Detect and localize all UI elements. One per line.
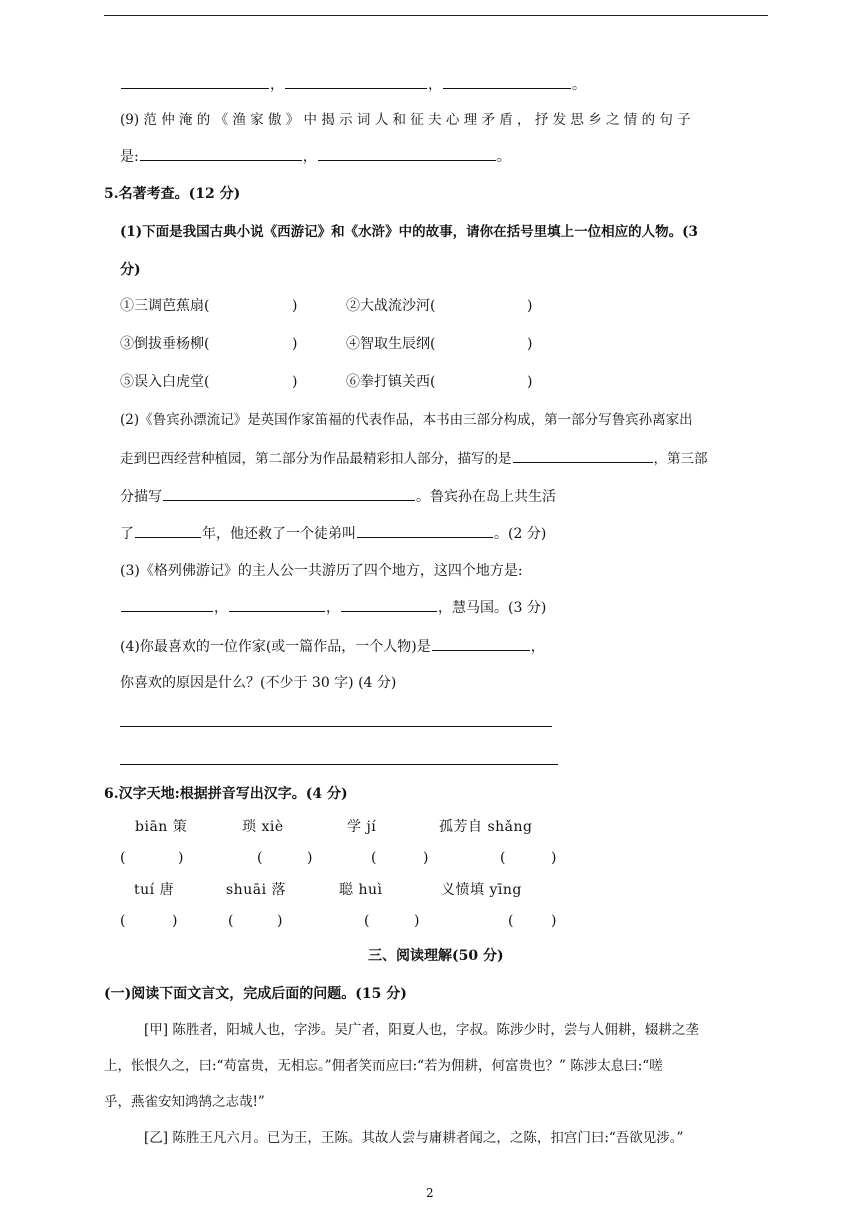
pinyin-item: 义愤填 yīng [441,882,522,898]
section-6-heading: 6.汉字天地:根据拼音写出汉字。(4 分) [104,786,348,802]
passage-jia-line3: 乎，燕雀安知鸿鹄之志哉!” [104,1094,265,1110]
answer-blank[interactable] [163,486,415,501]
answer-blank[interactable] [229,597,325,612]
story-item: ⑥拳打镇关西( [346,374,436,390]
story-close-paren: ) [292,374,298,390]
pinyin-item: shuāi 落 [226,882,286,898]
question-9-answer-line: 是: ， 。 [120,146,511,167]
story-close-paren: ) [527,336,533,352]
pinyin-item: 学 jí [347,819,377,835]
q5-2-line3: 分描写 。鲁宾孙在岛上共生活 [120,486,556,507]
answer-blank[interactable] [443,74,571,89]
q5-4-line2: 你喜欢的原因是什么？(不少于 30 字) (4 分) [120,675,397,691]
q5-1-line2: 分) [120,262,141,278]
story-close-paren: ) [527,298,533,314]
q5-2-line4: 了 年，他还救了一个徒弟叫 。(2 分) [120,523,546,544]
pinyin-item: biān 策 [135,819,188,835]
answer-paren-close: ) [172,913,178,929]
question-9-text: (9) 范 仲 淹 的 《 渔 家 傲 》 中 揭 示 词 人 和 征 夫 心 理 矛 盾 ， 抒 发 思 乡 之 情 的 句 子 [120,112,691,128]
answer-paren-open: ( [120,850,126,866]
q5-3-answer-line: ， ， ，慧马国。(3 分) [120,597,546,618]
answer-blank[interactable] [121,74,269,89]
story-close-paren: ) [292,336,298,352]
answer-blank[interactable] [357,523,493,538]
passage-jia-line1: [甲] 陈胜者，阳城人也，字涉。吴广者，阳夏人也，字叔。陈涉少时，尝与人佣耕，辍耕之垄 [144,1022,699,1038]
q5-3-line1: (3)《格列佛游记》的主人公一共游历了四个地方，这四个地方是: [120,563,523,579]
answer-paren-open: ( [508,913,514,929]
passage-jia-line2: 上，怅恨久之，曰:“苟富贵，无相忘。”佣者笑而应曰:“若为佣耕，何富贵也？” 陈涉太息曰:“嗟 [104,1058,663,1074]
answer-paren-close: ) [307,850,313,866]
story-item: ⑤误入白虎堂( [120,374,210,390]
answer-paren-open: ( [371,850,377,866]
answer-paren-close: ) [178,850,184,866]
answer-paren-close: ) [277,913,283,929]
story-close-paren: ) [527,374,533,390]
answer-blank[interactable] [135,523,201,538]
answer-paren-close: ) [414,913,420,929]
answer-blank[interactable] [121,597,213,612]
story-item: ③倒拔垂杨柳( [120,336,210,352]
answer-blank[interactable] [341,597,437,612]
page-number: 2 [426,1186,434,1200]
section-3-heading: 三、阅读理解(50 分) [368,948,504,964]
answer-paren-open: ( [500,850,506,866]
answer-blank[interactable] [513,448,653,463]
q5-1-line1: (1)下面是我国古典小说《西游记》和《水浒》中的故事，请你在括号里填上一位相应的人物。(3 [120,224,698,240]
answer-paren-open: ( [120,913,126,929]
answer-paren-close: ) [423,850,429,866]
pinyin-item: 琐 xiè [242,819,284,835]
answer-paren-open: ( [257,850,263,866]
pinyin-item: 聪 huì [339,882,383,898]
q5-2-line1: (2)《鲁宾孙漂流记》是英国作家笛福的代表作品，本书由三部分构成，第一部分写鲁宾孙离家出 [120,412,693,428]
q5-4-line1: (4)你最喜欢的一位作家(或一篇作品，一个人物)是 ， [120,636,545,657]
pinyin-item: tuí 唐 [134,882,175,898]
answer-writing-line[interactable] [120,764,558,765]
answer-paren-close: ) [551,850,557,866]
answer-blank[interactable] [140,146,302,161]
answer-paren-close: ) [551,913,557,929]
header-rule [104,15,768,16]
answer-paren-open: ( [364,913,370,929]
q5-2-line2: 走到巴西经营种植园，第二部分为作品最精彩扣人部分，描写的是 ，第三部 [120,448,708,469]
answer-writing-line[interactable] [120,726,552,727]
story-close-paren: ) [292,298,298,314]
answer-blank[interactable] [432,636,530,651]
fill-line-continuation: ， ， 。 [120,74,586,95]
answer-paren-open: ( [228,913,234,929]
story-item: ①三调芭蕉扇( [120,298,210,314]
classical-chinese-subheading: (一)阅读下面文言文，完成后面的问题。(15 分) [104,986,407,1002]
passage-yi-line1: [乙] 陈胜王凡六月。已为王，王陈。其故人尝与庸耕者闻之，之陈，扣宫门曰:“吾欲见涉。” [144,1130,684,1146]
answer-blank[interactable] [318,146,496,161]
section-5-heading: 5.名著考查。(12 分) [104,186,241,202]
pinyin-item: 孤芳自 shǎng [439,819,533,835]
answer-blank[interactable] [285,74,427,89]
story-item: ④智取生辰纲( [346,336,436,352]
story-item: ②大战流沙河( [346,298,436,314]
